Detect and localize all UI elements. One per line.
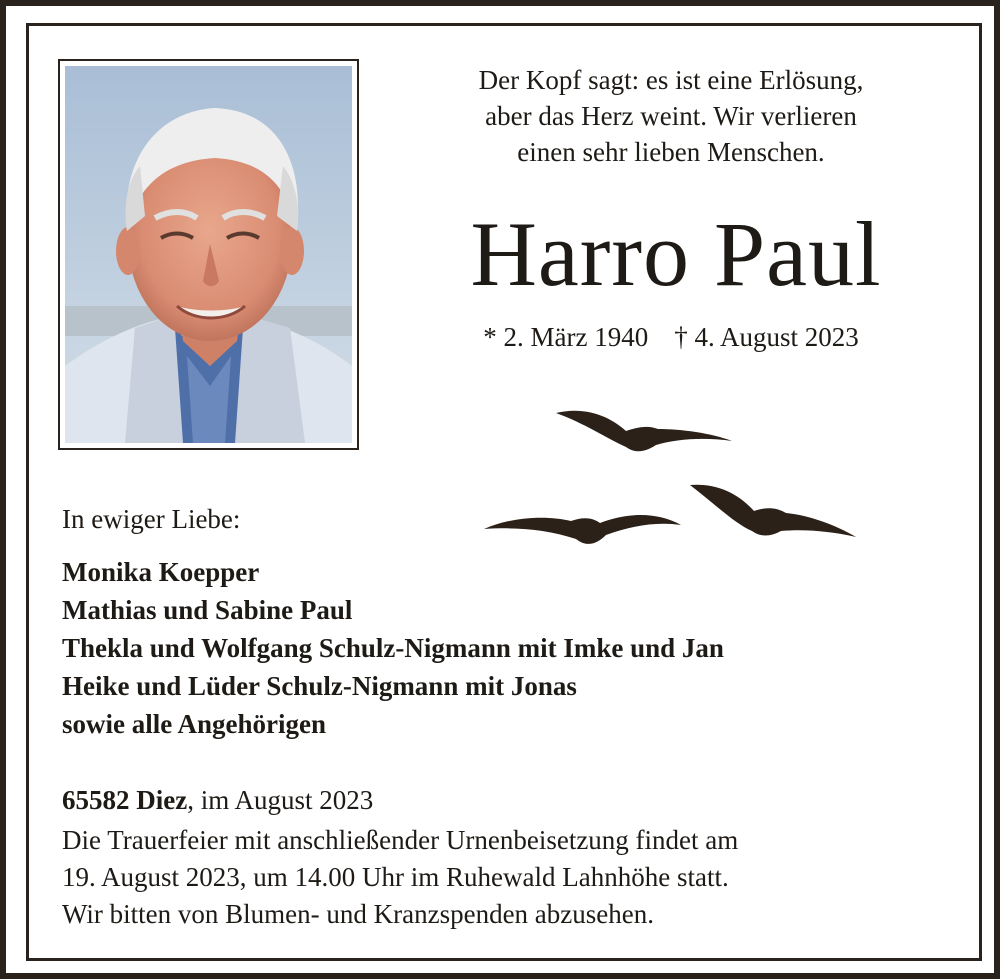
death-date: † 4. August 2023	[674, 322, 859, 352]
three-seagulls-icon	[476, 401, 866, 551]
quote-line: aber das Herz weint. Wir verlieren	[485, 101, 857, 131]
list-item: Heike und Lüder Schulz-Nigmann mit Jonas	[62, 671, 577, 701]
mourners-list	[62, 553, 724, 743]
place-city: 65582 Diez	[62, 785, 188, 815]
portrait-photo	[58, 59, 359, 450]
place-and-date	[62, 782, 373, 818]
service-info	[62, 822, 962, 933]
list-item: Monika Koepper	[62, 557, 260, 587]
place-date: , im August 2023	[187, 785, 374, 815]
portrait-photo-icon	[65, 66, 352, 443]
life-dates	[401, 319, 941, 355]
quote-line: Der Kopf sagt: es ist eine Erlösung,	[478, 65, 864, 95]
list-item: Thekla und Wolfgang Schulz-Nigmann mit Imke und Jan	[62, 633, 724, 663]
deceased-name: Harro Paul	[470, 203, 882, 305]
service-line: 19. August 2023, um 14.00 Uhr im Ruhewald Lahnhöhe statt.	[62, 862, 729, 892]
list-item: Mathias und Sabine Paul	[62, 595, 353, 625]
mourning-intro: In ewiger Liebe:	[62, 504, 241, 534]
quote	[401, 62, 941, 170]
quote-line: einen sehr lieben Menschen.	[517, 137, 825, 167]
birth-date: * 2. März 1940	[483, 322, 649, 352]
service-line: Wir bitten von Blumen- und Kranzspenden abzusehen.	[62, 899, 654, 929]
list-item: sowie alle Angehörigen	[62, 709, 326, 739]
service-line: Die Trauerfeier mit anschließender Urnenbeisetzung findet am	[62, 825, 739, 855]
